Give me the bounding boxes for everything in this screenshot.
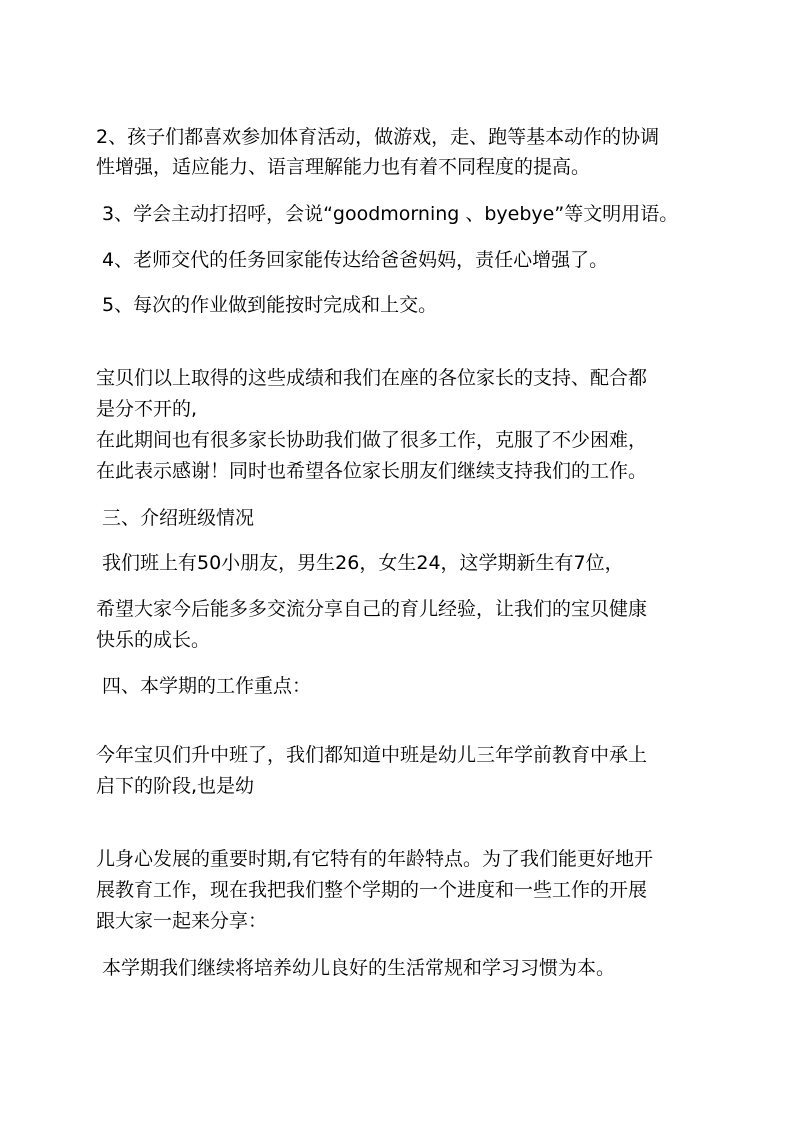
class-info-line-3: 快乐的成长。 — [96, 629, 211, 651]
item-3: 3、学会主动打招呼，会说“goodmorning 、byebye”等文明用语。 — [102, 203, 679, 225]
work-focus-line-2: 启下的阶段,也是幼 — [96, 775, 255, 797]
thanks-paragraph-line-2: 是分不开的, — [96, 398, 198, 420]
item-2-line-1: 2、孩子们都喜欢参加体育活动，做游戏，走、跑等基本动作的协调 — [96, 126, 660, 148]
class-info-line-2: 希望大家今后能多多交流分享自己的育儿经验，让我们的宝贝健康 — [96, 598, 648, 620]
work-focus-line-1: 今年宝贝们升中班了，我们都知道中班是幼儿三年学前教育中承上 — [96, 744, 648, 766]
work-focus-line-5: 跟大家一起来分享： — [96, 910, 268, 932]
item-4: 4、老师交代的任务回家能传达给爸爸妈妈，责任心增强了。 — [102, 249, 609, 271]
thanks-paragraph-line-4: 在此表示感谢！同时也希望各位家长朋友们继续支持我们的工作。 — [96, 460, 648, 482]
class-info-stats: 我们班上有50小朋友，男生26，女生24，这学期新生有7位， — [102, 552, 624, 574]
work-focus-line-3: 儿身心发展的重要时期,有它特有的年龄特点。为了我们能更好地开 — [96, 848, 654, 870]
thanks-paragraph-line-1: 宝贝们以上取得的这些成绩和我们在座的各位家长的支持、配合都 — [96, 367, 648, 389]
section-heading-class-info: 三、介绍班级情况 — [102, 507, 255, 529]
item-2-line-2: 性增强，适应能力、语言理解能力也有着不同程度的提高。 — [96, 156, 591, 178]
section-heading-work-focus: 四、本学期的工作重点： — [102, 675, 312, 697]
thanks-paragraph-line-3: 在此期间也有很多家长协助我们做了很多工作，克服了不少困难， — [96, 429, 648, 451]
work-focus-summary: 本学期我们继续将培养幼儿良好的生活常规和学习习惯为本。 — [102, 957, 616, 979]
work-focus-line-4: 展教育工作，现在我把我们整个学期的一个进度和一些工作的开展 — [96, 879, 648, 901]
item-5: 5、每次的作业做到能按时完成和上交。 — [102, 294, 438, 316]
